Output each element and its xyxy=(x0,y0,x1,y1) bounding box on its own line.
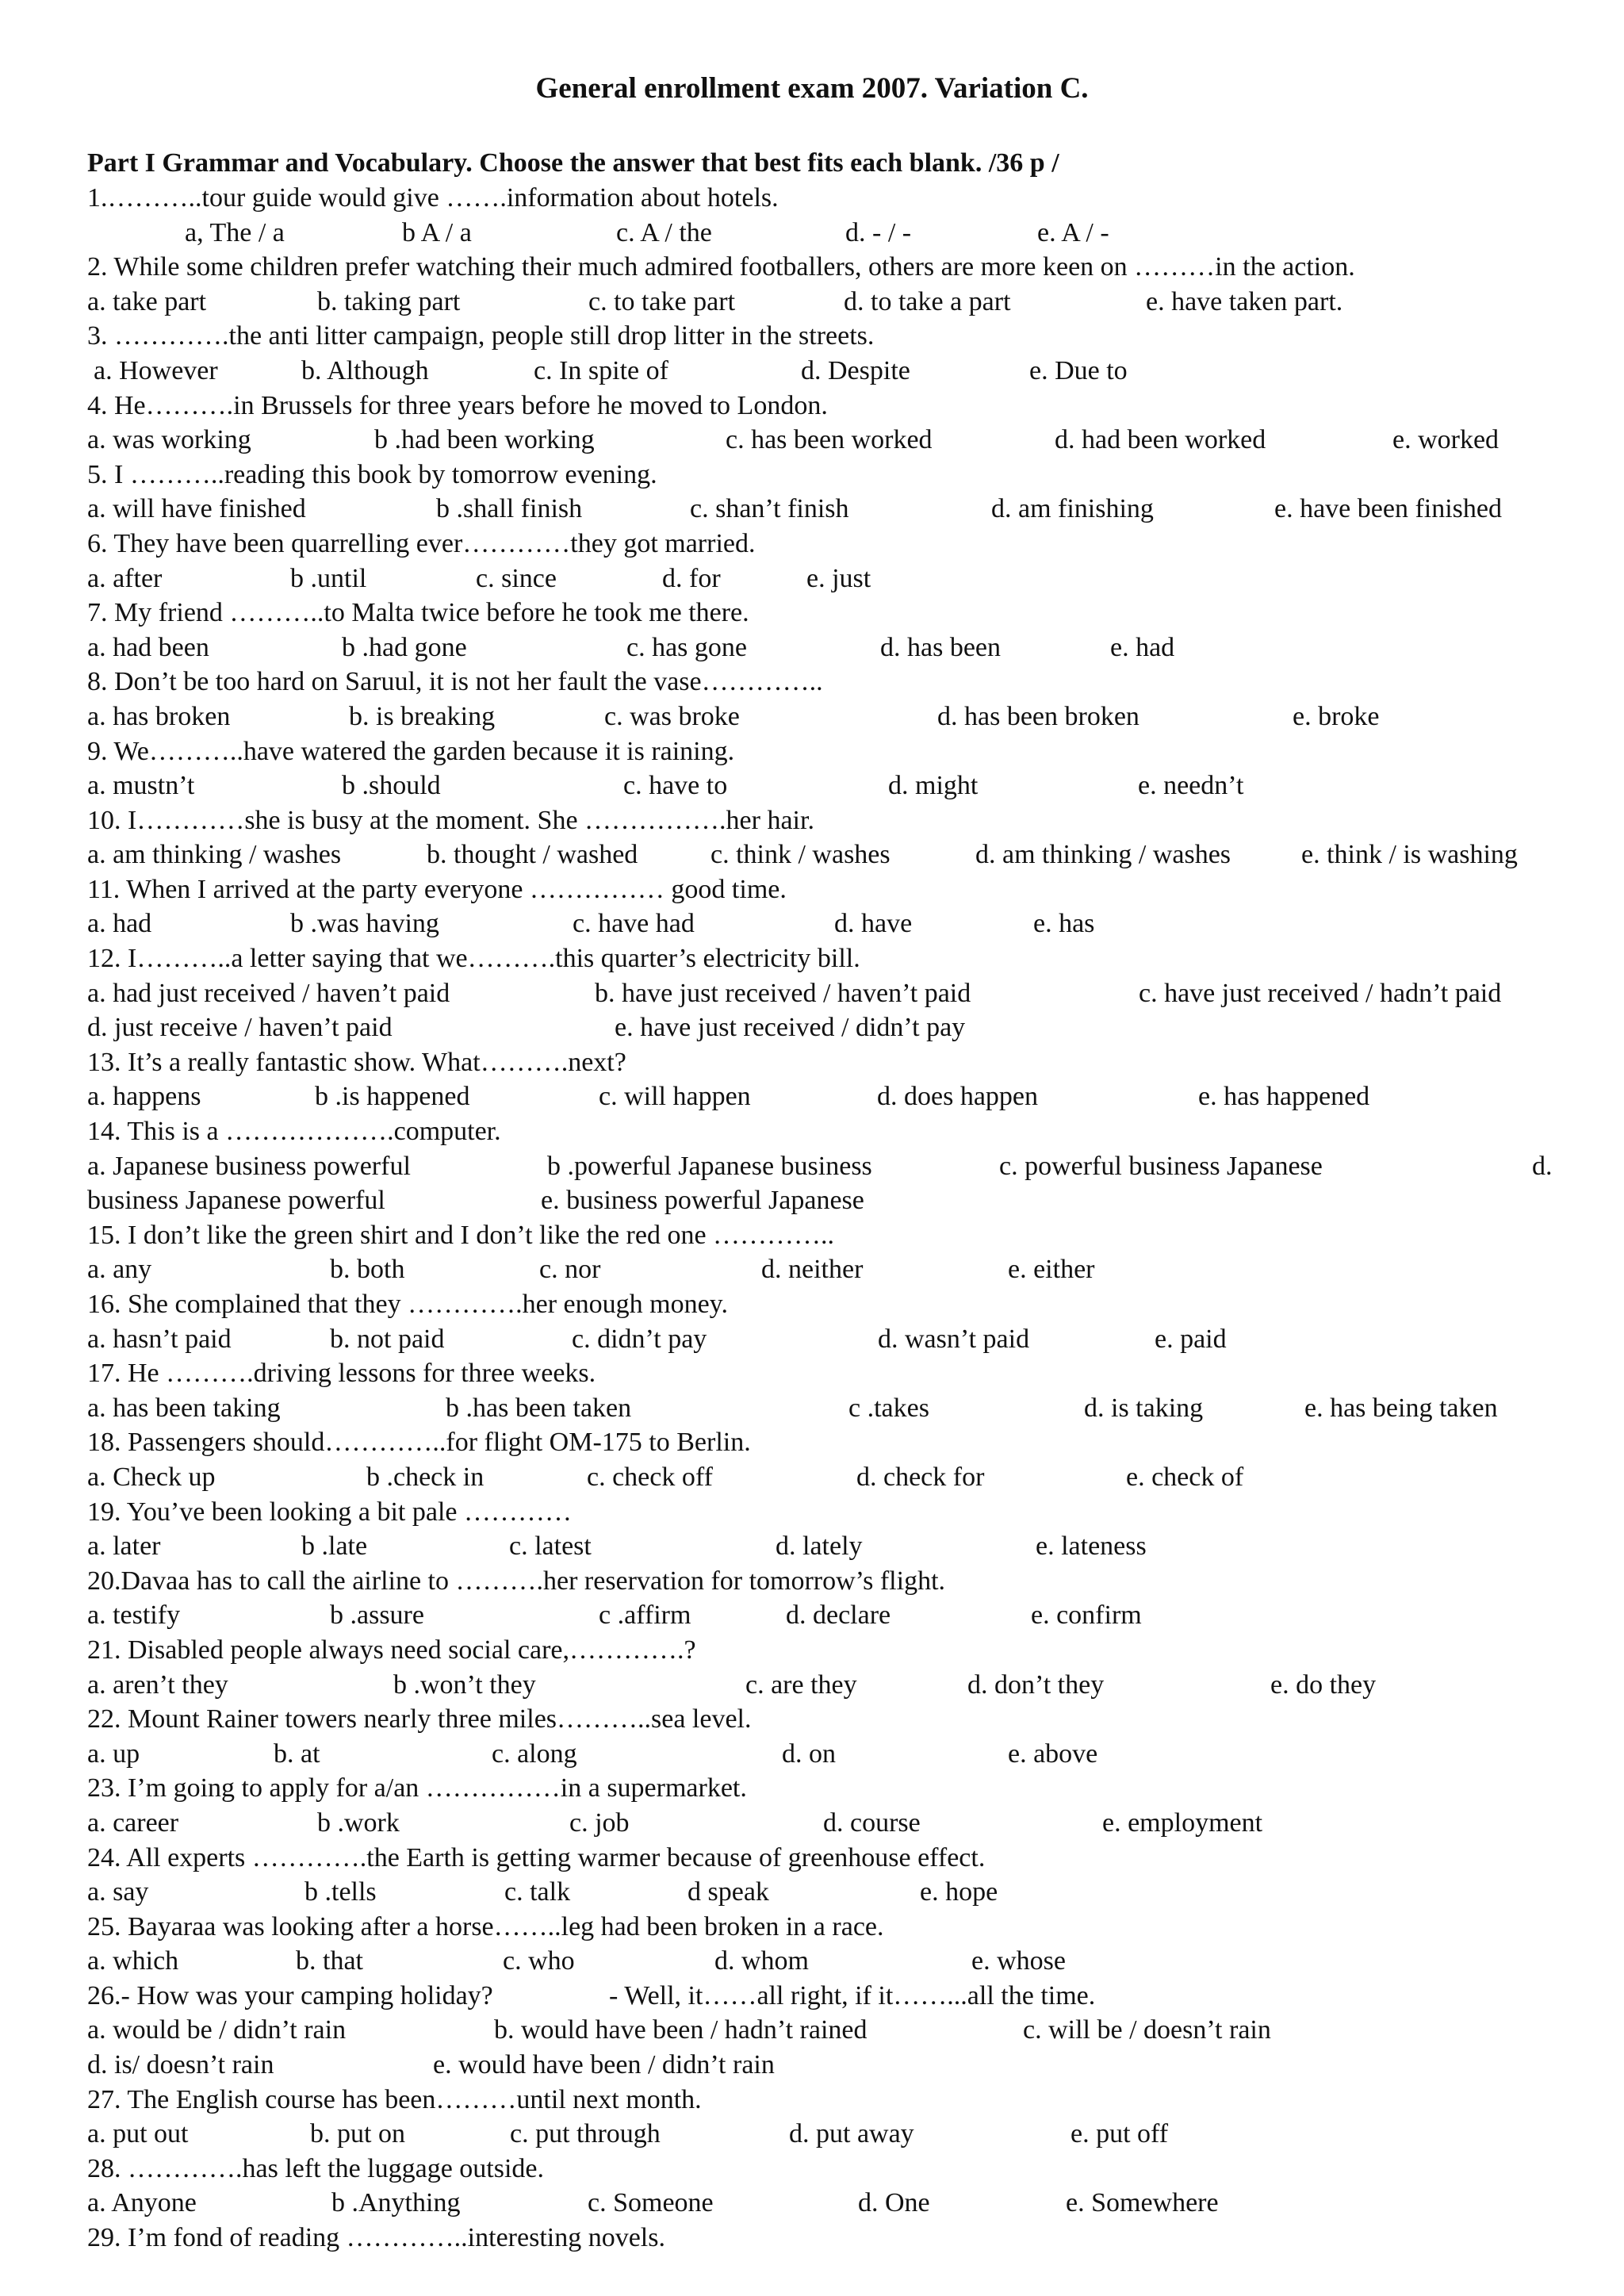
answer-option: d. - / - xyxy=(845,217,912,247)
answer-option: a. has broken xyxy=(87,701,231,731)
answer-option: e. employment xyxy=(1102,1807,1263,1838)
question-11 xyxy=(87,872,1578,907)
answer-option: d. xyxy=(1532,1151,1553,1181)
question-8 xyxy=(87,665,1578,700)
answer-option: e. paid xyxy=(1155,1324,1227,1354)
answer-option: a. However xyxy=(94,355,218,385)
answer-option: e. business powerful Japanese xyxy=(541,1186,864,1216)
question-12 xyxy=(87,941,1578,976)
answer-option: a. take part xyxy=(87,286,207,316)
question-28 xyxy=(87,2152,1578,2187)
answer-option: e. would have been / didn’t rain xyxy=(433,2050,775,2080)
question-22 xyxy=(87,1702,1578,1737)
answer-options-row xyxy=(87,1149,1578,1184)
question-23 xyxy=(87,1771,1578,1806)
answer-option: d. Despite xyxy=(801,355,910,385)
question-text: 9. We………..have watered the garden because it is raining. xyxy=(87,736,735,766)
answer-option: a. Anyone xyxy=(87,2188,197,2218)
question-18 xyxy=(87,1425,1578,1460)
answer-option: c. to take part xyxy=(588,286,736,316)
answer-option: d. might xyxy=(888,771,979,801)
answer-option: d. lately xyxy=(776,1531,863,1562)
answer-options-row xyxy=(87,1668,1578,1703)
answer-option: d. just receive / haven’t paid xyxy=(87,1013,393,1043)
question-text: 1.………..tour guide would give …….information about hotels. xyxy=(87,183,779,213)
answer-option: b. both xyxy=(330,1255,405,1285)
question-text: 18. Passengers should…………..for flight OM-175 to Berlin. xyxy=(87,1428,751,1458)
answer-option: b. taking part xyxy=(317,286,461,316)
question-15 xyxy=(87,1218,1578,1253)
answer-option: c. along xyxy=(492,1738,577,1769)
answer-option: b A / a xyxy=(402,217,472,247)
question-text: 19. You’ve been looking a bit pale ………… xyxy=(87,1497,572,1527)
answer-options-row xyxy=(87,1252,1578,1287)
question-6 xyxy=(87,527,1578,562)
answer-option: b .Anything xyxy=(331,2188,461,2218)
answer-option: e. have been finished xyxy=(1274,494,1502,524)
question-7 xyxy=(87,596,1578,631)
answer-options-row xyxy=(87,423,1578,458)
answer-option: d. am finishing xyxy=(991,494,1154,524)
question-16 xyxy=(87,1287,1578,1322)
answer-option: c. have just received / hadn’t paid xyxy=(1139,978,1502,1008)
answer-option: a. up xyxy=(87,1738,140,1769)
answer-option: a. testify xyxy=(87,1600,181,1631)
question-text: 17. He ……….driving lessons for three weeks. xyxy=(87,1359,596,1389)
question-19 xyxy=(87,1495,1578,1530)
answer-options-row xyxy=(87,2048,1578,2083)
answer-options-row xyxy=(87,2013,1578,2048)
answer-option: d. am thinking / washes xyxy=(975,840,1231,870)
answer-options-row xyxy=(87,1598,1578,1633)
answer-option: c. since xyxy=(476,563,557,593)
question-24 xyxy=(87,1841,1578,1876)
answer-option: b. Although xyxy=(301,355,429,385)
answer-option: b .is happened xyxy=(315,1082,470,1112)
question-4 xyxy=(87,389,1578,424)
answer-option: c. Someone xyxy=(588,2188,714,2218)
answer-option: c. have had xyxy=(573,909,695,939)
answer-option: c. powerful business Japanese xyxy=(999,1151,1323,1181)
question-26 xyxy=(87,1979,1578,2014)
answer-option: c. talk xyxy=(504,1877,571,1907)
answer-option: e. check of xyxy=(1126,1462,1244,1492)
answer-option: b .late xyxy=(301,1531,368,1562)
question-17 xyxy=(87,1356,1578,1391)
answer-options-row xyxy=(87,285,1578,320)
answer-option: a. which xyxy=(87,1946,179,1976)
answer-options-row xyxy=(87,1944,1578,1979)
question-text: 21. Disabled people always need social care,………….? xyxy=(87,1635,696,1665)
answer-option: d. don’t they xyxy=(967,1669,1105,1700)
answer-options-row xyxy=(87,216,1578,251)
answer-option: c. will be / doesn’t rain xyxy=(1023,2015,1271,2045)
answer-option: c. who xyxy=(503,1946,575,1976)
answer-option: e. Somewhere xyxy=(1066,2188,1219,2218)
question-21 xyxy=(87,1633,1578,1668)
answer-option: e. has being taken xyxy=(1304,1393,1498,1423)
answer-option: d. put away xyxy=(789,2119,914,2149)
answer-option: e. lateness xyxy=(1036,1531,1147,1562)
answer-option: b. that xyxy=(296,1946,363,1976)
answer-options-row xyxy=(87,631,1578,665)
answer-option: c. check off xyxy=(587,1462,713,1492)
question-20 xyxy=(87,1564,1578,1599)
answer-option: c. shan’t finish xyxy=(690,494,849,524)
answer-option: c. latest xyxy=(509,1531,592,1562)
answer-options-row xyxy=(87,1460,1578,1495)
question-text: 24. All experts ………….the Earth is getting warmer because of greenhouse effect. xyxy=(87,1842,986,1872)
answer-option: d. declare xyxy=(786,1600,891,1631)
answer-option: c. didn’t pay xyxy=(572,1324,707,1354)
answer-option: b .until xyxy=(290,563,367,593)
question-5 xyxy=(87,458,1578,493)
answer-options-row xyxy=(87,1010,1578,1045)
answer-option: a. would be / didn’t rain xyxy=(87,2015,347,2045)
answer-option: a. had been xyxy=(87,632,209,662)
answer-option: a. after xyxy=(87,563,163,593)
answer-option: a. put out xyxy=(87,2119,189,2149)
question-text: 27. The English course has been………until next month. xyxy=(87,2084,702,2114)
answer-option: e. A / - xyxy=(1037,217,1109,247)
answer-option: e. has xyxy=(1033,909,1095,939)
answer-option: c. In spite of xyxy=(534,355,668,385)
answer-option: a. had xyxy=(87,909,152,939)
question-text-continued: - Well, it……all right, if it……...all the time. xyxy=(609,1980,1096,2010)
answer-option: e. worked xyxy=(1392,425,1500,455)
answer-options-row xyxy=(87,700,1578,734)
answer-option: a. had just received / haven’t paid xyxy=(87,978,450,1008)
answer-option: a. was working xyxy=(87,425,251,455)
answer-options-row xyxy=(87,2117,1578,2152)
answer-option: e. hope xyxy=(920,1877,998,1907)
question-text: 20.Davaa has to call the airline to ……….her reservation for tomorrow’s flight. xyxy=(87,1566,946,1596)
answer-option: a. has been taking xyxy=(87,1393,281,1423)
answer-option: e. think / is washing xyxy=(1301,840,1518,870)
answer-option: d speak xyxy=(688,1877,769,1907)
answer-option: b .had gone xyxy=(342,632,467,662)
answer-option: e. confirm xyxy=(1031,1600,1142,1631)
question-text: 6. They have been quarrelling ever…………they got married. xyxy=(87,528,756,558)
answer-option: b .shall finish xyxy=(436,494,583,524)
question-text: 22. Mount Rainer towers nearly three miles………..sea level. xyxy=(87,1704,752,1734)
question-text: 29. I’m fond of reading …………..interesting novels. xyxy=(87,2223,665,2253)
answer-option: a. Check up xyxy=(87,1462,216,1492)
answer-option: c. has gone xyxy=(626,632,748,662)
question-29 xyxy=(87,2221,1578,2256)
answer-option: business Japanese powerful xyxy=(87,1186,385,1216)
question-list xyxy=(87,181,1578,2256)
answer-option: d. has been broken xyxy=(937,701,1139,731)
answer-option: d. has been xyxy=(880,632,1002,662)
answer-option: e. either xyxy=(1008,1255,1095,1285)
answer-option: d. to take a part xyxy=(844,286,1011,316)
question-text: 11. When I arrived at the party everyone …………… good time. xyxy=(87,874,787,904)
question-text: 2. While some children prefer watching their much admired footballers, others are more keen on ………in the action. xyxy=(87,252,1355,282)
answer-option: b .won’t they xyxy=(393,1669,536,1700)
answer-option: c .takes xyxy=(848,1393,929,1423)
answer-options-row xyxy=(87,1391,1578,1426)
answer-option: a. Japanese business powerful xyxy=(87,1151,411,1181)
answer-option: a. happens xyxy=(87,1082,201,1112)
question-text: 3. ………….the anti litter campaign, people still drop litter in the streets. xyxy=(87,321,875,351)
answer-options-row xyxy=(87,1183,1578,1218)
question-2 xyxy=(87,250,1578,285)
answer-option: b .should xyxy=(342,771,441,801)
question-text: 25. Bayaraa was looking after a horse……..leg had been broken in a race. xyxy=(87,1911,884,1941)
answer-option: c. will happen xyxy=(599,1082,751,1112)
question-9 xyxy=(87,734,1578,769)
answer-option: b. would have been / hadn’t rained xyxy=(494,2015,868,2045)
answer-option: e. above xyxy=(1008,1738,1098,1769)
question-14 xyxy=(87,1114,1578,1149)
answer-option: c .affirm xyxy=(599,1600,691,1631)
answer-option: b .work xyxy=(317,1807,400,1838)
answer-options-row xyxy=(87,1322,1578,1357)
answer-option: b .assure xyxy=(330,1600,424,1631)
answer-option: e. broke xyxy=(1293,701,1380,731)
answer-option: d. have xyxy=(834,909,913,939)
answer-option: a. later xyxy=(87,1531,161,1562)
answer-option: e. had xyxy=(1110,632,1175,662)
answer-option: d. check for xyxy=(856,1462,985,1492)
question-text: 4. He……….in Brussels for three years before he moved to London. xyxy=(87,390,828,420)
answer-option: b. thought / washed xyxy=(427,840,638,870)
answer-option: a. will have finished xyxy=(87,494,306,524)
answer-options-row xyxy=(87,838,1578,872)
question-text: 14. This is a ……………….computer. xyxy=(87,1117,501,1147)
question-text: 16. She complained that they ………….her enough money. xyxy=(87,1290,728,1319)
answer-option: e. has happened xyxy=(1198,1082,1370,1112)
answer-option: a. hasn’t paid xyxy=(87,1324,232,1354)
answer-options-row xyxy=(87,1737,1578,1772)
question-text: 8. Don’t be too hard on Saruul, it is not her fault the vase………….. xyxy=(87,667,823,697)
answer-option: a. mustn’t xyxy=(87,771,195,801)
answer-option: e. put off xyxy=(1071,2119,1169,2149)
question-text: 28. ………….has left the luggage outside. xyxy=(87,2153,545,2183)
answer-option: d. on xyxy=(782,1738,836,1769)
answer-option: d. neither xyxy=(761,1255,864,1285)
answer-option: c. put through xyxy=(510,2119,661,2149)
answer-option: d. wasn’t paid xyxy=(878,1324,1030,1354)
question-text: 10. I…………she is busy at the moment. She …………….her hair. xyxy=(87,805,814,835)
answer-option: a. any xyxy=(87,1255,152,1285)
answer-options-row xyxy=(87,976,1578,1011)
page-title: General enrollment exam 2007. Variation C. xyxy=(535,72,1089,105)
answer-option: e. just xyxy=(806,563,871,593)
question-3 xyxy=(87,319,1578,354)
answer-option: b. not paid xyxy=(330,1324,445,1354)
answer-option: b .was having xyxy=(290,909,439,939)
answer-option: a. aren’t they xyxy=(87,1669,228,1700)
answer-option: d. One xyxy=(858,2188,930,2218)
answer-option: a. say xyxy=(87,1877,149,1907)
question-text: 5. I ………..reading this book by tomorrow evening. xyxy=(87,459,657,489)
question-text: 13. It’s a really fantastic show. What……….next? xyxy=(87,1047,626,1077)
answer-option: e. do they xyxy=(1270,1669,1377,1700)
answer-option: d. had been worked xyxy=(1055,425,1266,455)
answer-option: d. does happen xyxy=(877,1082,1039,1112)
answer-option: e. Due to xyxy=(1029,355,1128,385)
answer-option: d. whom xyxy=(714,1946,809,1976)
answer-options-row xyxy=(87,1875,1578,1910)
answer-option: e. whose xyxy=(971,1946,1066,1976)
answer-option: b. at xyxy=(274,1738,320,1769)
answer-option: c. A / the xyxy=(616,217,712,247)
answer-option: c. was broke xyxy=(604,701,740,731)
answer-options-row xyxy=(87,1806,1578,1841)
answer-option: c. have to xyxy=(623,771,728,801)
answer-option: b. put on xyxy=(310,2119,405,2149)
answer-option: e. have taken part. xyxy=(1146,286,1343,316)
answer-options-row xyxy=(87,2186,1578,2221)
answer-option: a, The / a xyxy=(185,217,285,247)
answer-option: e. have just received / didn’t pay xyxy=(615,1013,966,1043)
part-heading: Part I Grammar and Vocabulary. Choose the answer that best fits each blank. /36 p / xyxy=(87,148,1059,178)
answer-options-row xyxy=(87,1529,1578,1564)
answer-option: a. am thinking / washes xyxy=(87,840,342,870)
answer-options-row xyxy=(87,492,1578,527)
answer-option: d. is/ doesn’t rain xyxy=(87,2050,274,2080)
answer-option: c. are they xyxy=(745,1669,857,1700)
answer-option: c. has been worked xyxy=(726,425,933,455)
question-10 xyxy=(87,803,1578,838)
question-text: 12. I………..a letter saying that we……….this quarter’s electricity bill. xyxy=(87,944,860,974)
answer-option: c. nor xyxy=(539,1255,601,1285)
answer-option: b. have just received / haven’t paid xyxy=(595,978,971,1008)
answer-options-row xyxy=(87,562,1578,596)
question-25 xyxy=(87,1910,1578,1945)
answer-option: b .has been taken xyxy=(446,1393,632,1423)
answer-options-row xyxy=(87,354,1578,389)
answer-option: e. needn’t xyxy=(1138,771,1244,801)
answer-option: a. career xyxy=(87,1807,179,1838)
question-13 xyxy=(87,1045,1578,1080)
question-27 xyxy=(87,2083,1578,2118)
answer-option: c. job xyxy=(569,1807,630,1838)
answer-options-row xyxy=(87,769,1578,803)
question-text: 15. I don’t like the green shirt and I don’t like the red one ………….. xyxy=(87,1220,835,1250)
answer-option: d. for xyxy=(662,563,721,593)
answer-option: b. is breaking xyxy=(349,701,496,731)
answer-option: d. course xyxy=(823,1807,921,1838)
answer-option: b .check in xyxy=(366,1462,485,1492)
answer-option: b .powerful Japanese business xyxy=(547,1151,872,1181)
answer-option: c. think / washes xyxy=(710,840,891,870)
question-text: 7. My friend ………..to Malta twice before he took me there. xyxy=(87,598,749,628)
question-text: 26.- How was your camping holiday? xyxy=(87,1980,493,2010)
question-text: 23. I’m going to apply for a/an ……………in a supermarket. xyxy=(87,1773,747,1803)
answer-options-row xyxy=(87,907,1578,941)
answer-option: b .had been working xyxy=(374,425,595,455)
answer-option: d. is taking xyxy=(1084,1393,1204,1423)
answer-options-row xyxy=(87,1079,1578,1114)
question-1 xyxy=(87,181,1578,216)
answer-option: b .tells xyxy=(304,1877,377,1907)
